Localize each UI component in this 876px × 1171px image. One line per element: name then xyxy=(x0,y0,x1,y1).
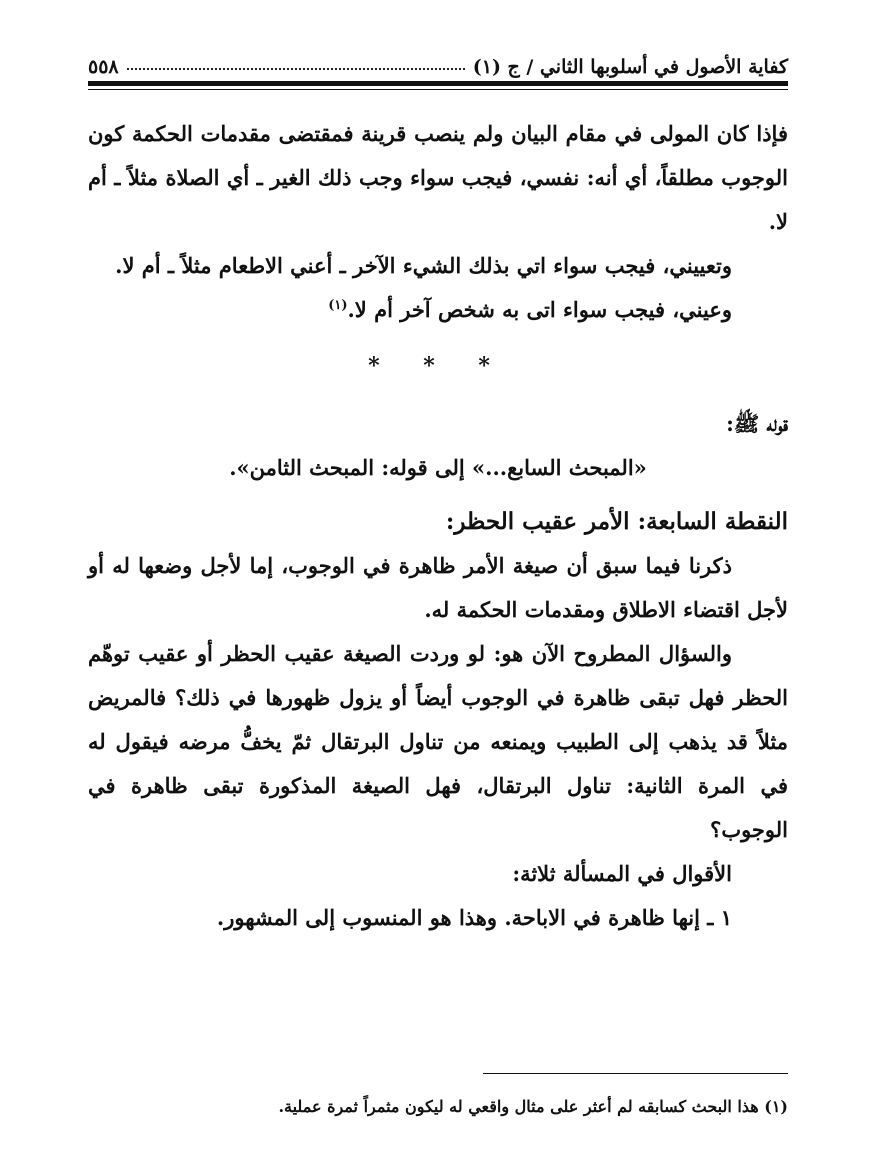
section-title: «المبحث السابع...» إلى قوله: المبحث الثامن». xyxy=(229,455,647,480)
paragraph-4: ذكرنا فيما سبق أن صيغة الأمر ظاهرة في الوجوب، إما لأجل وضعها له أو لأجل اقتضاء الاطلاق ومقدمات الحكمة له. xyxy=(88,553,788,622)
paragraph-6: الأقوال في المسألة ثلاثة: xyxy=(512,861,732,886)
paragraph-7: ١ ـ إنها ظاهرة في الاباحة. وهذا هو المنسوب إلى المشهور. xyxy=(216,905,732,930)
main-text xyxy=(88,112,788,940)
book-title: كفاية الأصول في أسلوبها الثاني / ج (١) xyxy=(472,56,788,78)
footnote-separator xyxy=(483,1073,788,1074)
paragraph-1: فإذا كان المولى في مقام البيان ولم ينصب قرينة فمقتضى مقدمات الحكمة كون الوجوب مطلقاً، أي أنه: نفسي، فيجب سواء وجب ذلك الغير ـ أي الصلاة مثلاً ـ أم لا. xyxy=(88,121,788,234)
paragraph-5: والسؤال المطروح الآن هو: لو وردت الصيغة عقيب الحظر أو عقيب توهّم الحظر فهل تبقى ظاهرة في الوجوب أيضاً أو يزول ظهورها في ذلك؟ فالمريض مثلاً قد يذهب إلى الطبيب ويمنعه من تناول البرتقال ثمّ يخفُّ مرضه فيقول له في المرة الثانية: تناول البرتقال، فهل الصيغة المذكورة تبقى ظاهرة في الوجوب؟ xyxy=(88,641,788,842)
header-rule xyxy=(88,81,788,86)
header-dot-leader xyxy=(127,68,465,70)
section-separator: * * * xyxy=(368,353,508,379)
paragraph-3-text: وعيني، فيجب سواء اتى به شخص آخر أم لا. xyxy=(347,297,732,322)
running-header xyxy=(88,38,788,78)
paragraph-3 xyxy=(88,288,788,332)
subheading: النقطة السابعة: الأمر عقيب الحظر: xyxy=(445,508,788,535)
footnote-marker[interactable]: (١) xyxy=(328,298,348,313)
paragraph-2: وتعييني، فيجب سواء اتي بذلك الشيء الآخر ـ أعني الاطعام مثلاً ـ أم لا. xyxy=(115,253,732,278)
header-rule-thin xyxy=(88,89,788,90)
quote-intro: قوله ﷺ: xyxy=(726,411,788,436)
page-number: ٥٥٨ xyxy=(88,56,119,78)
footnote: (١) هذا البحث كسابقه لم أعثر على مثال واقعي له ليكون مثمراً ثمرة عملية. xyxy=(278,1097,788,1116)
